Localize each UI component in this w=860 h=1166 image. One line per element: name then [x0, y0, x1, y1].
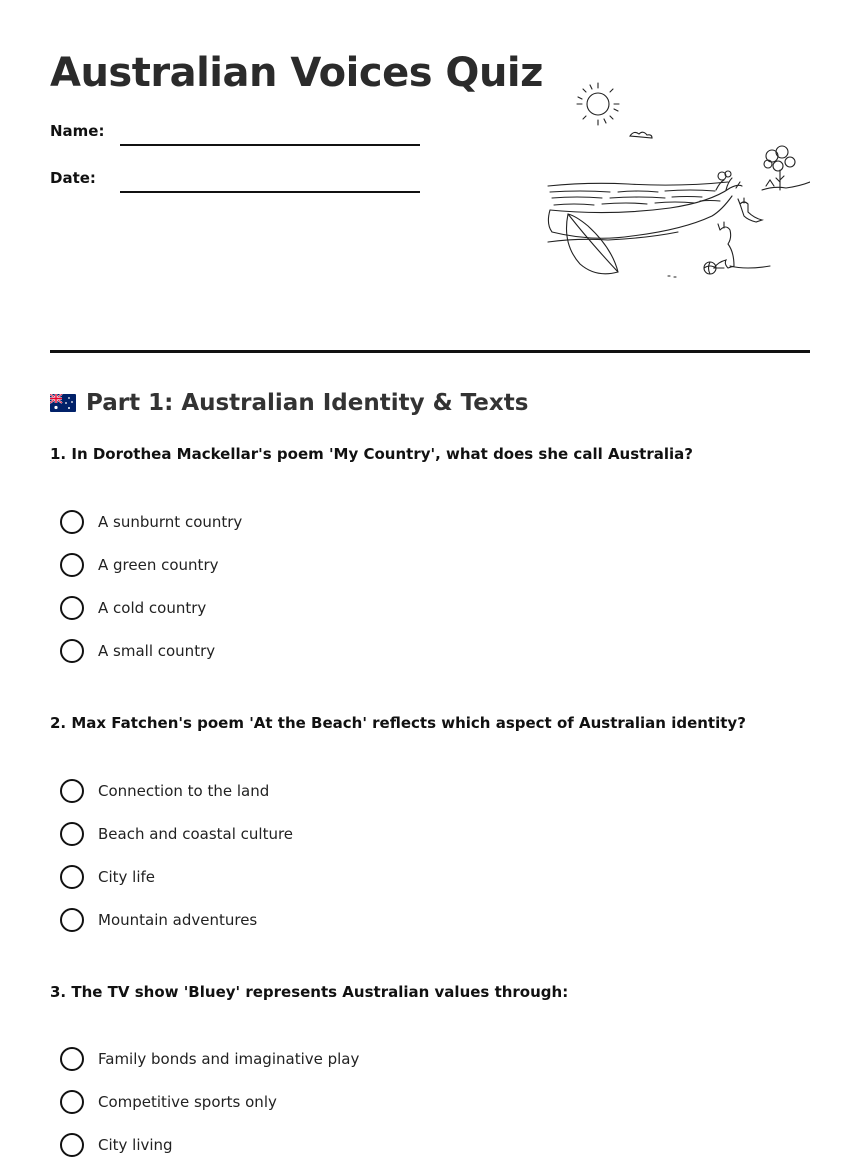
radio-button[interactable]	[60, 1133, 84, 1157]
option-label: Mountain adventures	[98, 910, 258, 929]
option-a-green-country[interactable]	[60, 543, 242, 586]
option-label: Connection to the land	[98, 781, 270, 800]
radio-button[interactable]	[60, 865, 84, 889]
section-divider	[50, 350, 810, 353]
option-mountain-adventures[interactable]	[60, 898, 293, 941]
question-3-options	[60, 1037, 359, 1166]
name-field[interactable]	[50, 120, 430, 146]
option-label: Family bonds and imaginative play	[98, 1049, 360, 1068]
option-label: A cold country	[98, 598, 207, 617]
option-connection-to-the-land[interactable]	[60, 769, 293, 812]
kangaroo-icon	[714, 222, 770, 268]
question-2: 2. Max Fatchen's poem 'At the Beach' reflects which aspect of Australian identity?	[50, 714, 746, 732]
beach-scene-illustration	[540, 78, 810, 283]
radio-button[interactable]	[60, 1047, 84, 1071]
option-label: Competitive sports only	[98, 1092, 277, 1111]
sun-icon	[577, 83, 619, 125]
date-label: Date:	[50, 169, 96, 187]
australian-flag-icon	[50, 394, 76, 412]
option-label: City living	[98, 1135, 173, 1154]
section-heading	[50, 390, 528, 416]
radio-button[interactable]	[60, 1090, 84, 1114]
option-label: City life	[98, 867, 156, 886]
option-label: A small country	[98, 641, 216, 660]
option-beach-and-coastal-culture[interactable]	[60, 812, 293, 855]
option-label: Beach and coastal culture	[98, 824, 294, 843]
date-line[interactable]	[120, 191, 420, 193]
option-city-living[interactable]	[60, 1123, 359, 1166]
tree-icon	[762, 146, 810, 190]
page-title: Australian Voices Quiz	[50, 50, 543, 96]
option-family-bonds-and-imaginative-play[interactable]	[60, 1037, 359, 1080]
option-a-small-country[interactable]	[60, 629, 242, 672]
radio-button[interactable]	[60, 510, 84, 534]
question-1-options	[60, 500, 242, 672]
option-label: A green country	[98, 555, 219, 574]
question-3: 3. The TV show 'Bluey' represents Australian values through:	[50, 983, 569, 1001]
name-label: Name:	[50, 122, 105, 140]
option-label: A sunburnt country	[98, 512, 243, 531]
question-1: 1. In Dorothea Mackellar's poem 'My Country', what does she call Australia?	[50, 445, 693, 463]
radio-button[interactable]	[60, 779, 84, 803]
date-field[interactable]	[50, 167, 430, 193]
radio-button[interactable]	[60, 822, 84, 846]
section-title: Part 1: Australian Identity & Texts	[86, 390, 529, 416]
option-competitive-sports-only[interactable]	[60, 1080, 359, 1123]
radio-button[interactable]	[60, 596, 84, 620]
option-a-sunburnt-country[interactable]	[60, 500, 242, 543]
radio-button[interactable]	[60, 639, 84, 663]
question-2-options	[60, 769, 293, 941]
radio-button[interactable]	[60, 553, 84, 577]
radio-button[interactable]	[60, 908, 84, 932]
option-a-cold-country[interactable]	[60, 586, 242, 629]
bush-icon	[716, 171, 774, 190]
name-line[interactable]	[120, 144, 420, 146]
option-city-life[interactable]	[60, 855, 293, 898]
